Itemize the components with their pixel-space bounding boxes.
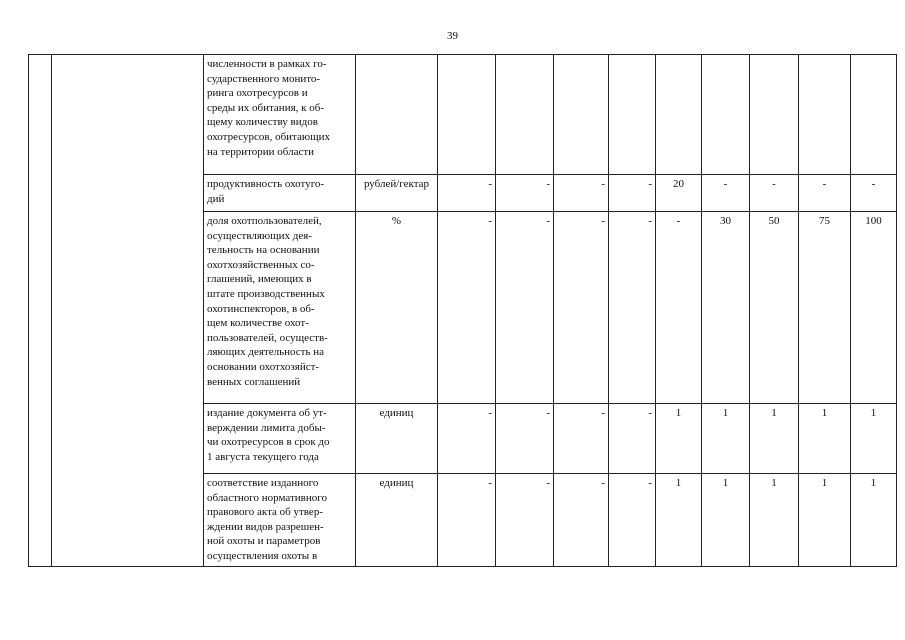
indicators-table: [28, 54, 897, 567]
indicator-unit: единиц: [356, 474, 438, 567]
indicator-value-year-2: -: [496, 404, 554, 474]
indicator-value-year-8: -: [799, 175, 851, 212]
indicator-name: продуктивность охотуго- дий: [204, 175, 356, 212]
indicator-value-year-8: 1: [799, 474, 851, 567]
indicator-value-year-9: -: [851, 175, 897, 212]
indicator-value-year-3: -: [554, 175, 609, 212]
indicator-value-year-5: -: [656, 212, 702, 404]
indicator-value-year-8: 1: [799, 404, 851, 474]
indicator-value-year-8: [799, 55, 851, 175]
indicator-value-year-4: -: [609, 474, 656, 567]
indicator-name: соответствие изданного областного нормативного правового акта об утвер- ждении видов разрешен- ной охоты и параметров осуществления охоты в: [204, 474, 356, 567]
indicator-value-year-4: [609, 55, 656, 175]
indicator-value-year-2: -: [496, 175, 554, 212]
indicator-value-year-5: 20: [656, 175, 702, 212]
indicator-unit: [356, 55, 438, 175]
indicator-value-year-5: 1: [656, 474, 702, 567]
indicator-value-year-2: -: [496, 474, 554, 567]
indicator-value-year-4: -: [609, 212, 656, 404]
indicator-value-year-6: 30: [702, 212, 750, 404]
indicator-value-year-2: -: [496, 212, 554, 404]
indicator-value-year-6: -: [702, 175, 750, 212]
indicator-value-year-8: 75: [799, 212, 851, 404]
indicator-name: издание документа об ут- верждении лимита добы- чи охотресурсов в срок до 1 августа текущего года: [204, 404, 356, 474]
indicator-name: доля охотпользователей, осуществляющих дея- тельность на основании охотхозяйственных со- глашений, имеющих в штате производственных охотинспекторов, в об- щем количестве охот- пользователей, осуществ- ляющих деятельность на основании охотхозяйст- венных соглашений: [204, 212, 356, 404]
indicator-value-year-1: [438, 55, 496, 175]
indicator-value-year-7: [750, 55, 799, 175]
indicator-value-year-6: 1: [702, 474, 750, 567]
indicator-unit: рублей/гектар: [356, 175, 438, 212]
indicator-value-year-3: -: [554, 404, 609, 474]
indicator-value-year-4: -: [609, 404, 656, 474]
indicator-unit: %: [356, 212, 438, 404]
indicator-value-year-7: 1: [750, 474, 799, 567]
indicator-value-year-1: -: [438, 404, 496, 474]
table-row: [29, 55, 897, 175]
row-number-cell: [29, 55, 52, 567]
indicator-unit: единиц: [356, 404, 438, 474]
indicator-value-year-6: [702, 55, 750, 175]
indicator-value-year-5: [656, 55, 702, 175]
indicator-value-year-3: [554, 55, 609, 175]
indicator-value-year-4: -: [609, 175, 656, 212]
indicator-value-year-5: 1: [656, 404, 702, 474]
indicator-value-year-9: [851, 55, 897, 175]
indicator-value-year-1: -: [438, 175, 496, 212]
table-body: [29, 55, 897, 567]
page-number: 39: [447, 30, 458, 42]
indicator-value-year-9: 1: [851, 474, 897, 567]
indicator-name: численности в рамках го- сударственного монито- ринга охотресурсов и среды их обитания, к об- щему количеству видов охотресурсов, обитающих на территории области: [204, 55, 356, 175]
indicator-value-year-1: -: [438, 212, 496, 404]
indicator-value-year-6: 1: [702, 404, 750, 474]
indicator-value-year-3: -: [554, 212, 609, 404]
indicator-value-year-2: [496, 55, 554, 175]
indicator-value-year-9: 1: [851, 404, 897, 474]
indicator-value-year-7: 1: [750, 404, 799, 474]
indicator-value-year-7: -: [750, 175, 799, 212]
indicator-value-year-7: 50: [750, 212, 799, 404]
indicator-value-year-1: -: [438, 474, 496, 567]
indicator-value-year-9: 100: [851, 212, 897, 404]
goal-cell: [52, 55, 204, 567]
indicator-value-year-3: -: [554, 474, 609, 567]
